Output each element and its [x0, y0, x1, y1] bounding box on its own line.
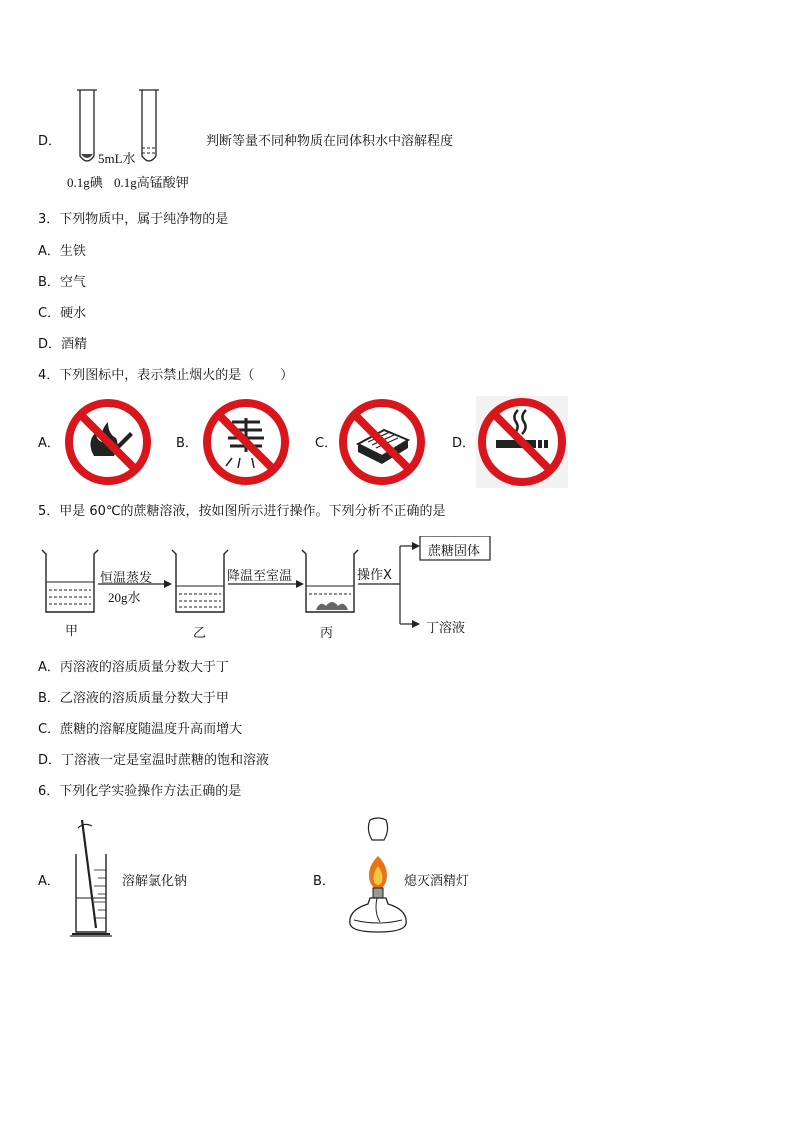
q3-option-a[interactable]: A．生铁 — [38, 244, 86, 259]
no-smoking-icon[interactable] — [476, 396, 568, 488]
no-open-flame-icon[interactable] — [64, 398, 152, 486]
q3-option-c[interactable]: C．硬水 — [38, 306, 87, 321]
product-solution-label: 丁溶液 — [426, 621, 466, 636]
q6-option-a-label: A． — [38, 874, 60, 889]
alcohol-lamp-figure — [340, 816, 414, 938]
q4-label-c: C． — [315, 436, 338, 451]
no-matches-icon[interactable] — [338, 398, 426, 486]
step2-label: 降温至室温 — [227, 569, 293, 584]
graduated-cylinder-figure — [66, 814, 120, 940]
q5-option-b[interactable]: B．乙溶液的溶质质量分数大于甲 — [38, 691, 229, 706]
step3-label: 操作X — [357, 568, 392, 583]
water-label: 5mL水 — [98, 151, 136, 166]
q5-stem: 5．甲是 60℃的蔗糖溶液，按如图所示进行操作。下列分析不正确的是 — [38, 504, 446, 519]
no-fireworks-icon[interactable] — [202, 398, 290, 486]
q5-option-c[interactable]: C．蔗糖的溶解度随温度升高而增大 — [38, 722, 243, 737]
q4-label-d: D． — [452, 436, 476, 451]
tube-label-kmno4: 0.1g高锰酸钾 — [114, 175, 189, 190]
beaker-label-bing: 丙 — [320, 626, 334, 641]
product-solid-label: 蔗糖固体 — [428, 544, 481, 559]
q5-option-d[interactable]: D．丁溶液一定是室温时蔗糖的饱和溶液 — [38, 753, 270, 768]
q3-option-b[interactable]: B．空气 — [38, 275, 86, 290]
q5-option-a[interactable]: A．丙溶液的溶质质量分数大于丁 — [38, 660, 229, 675]
q6-stem: 6．下列化学实验操作方法正确的是 — [38, 784, 242, 799]
q4-stem: 4．下列图标中，表示禁止烟火的是（ ） — [38, 368, 294, 383]
q3-stem: 3．下列物质中，属于纯净物的是 — [38, 212, 229, 227]
q6-option-b-text: 熄灭酒精灯 — [404, 874, 470, 889]
q2-option-d-text: 判断等量不同种物质在同体积水中溶解程度 — [206, 134, 454, 149]
q3-option-d[interactable]: D．酒精 — [38, 337, 88, 352]
q6-option-a-text: 溶解氯化钠 — [122, 874, 188, 889]
q6-option-b-label: B． — [313, 874, 335, 889]
q2-option-d-label: D． — [38, 134, 62, 149]
beaker-label-jia: 甲 — [65, 624, 79, 639]
tube-label-iodine: 0.1g碘 — [67, 175, 103, 190]
step1-bottom-label: 20g水 — [108, 590, 141, 605]
beaker-label-yi: 乙 — [193, 626, 207, 641]
step1-top-label: 恒温蒸发 — [100, 571, 153, 586]
q4-label-b: B． — [176, 436, 198, 451]
q4-label-a: A． — [38, 436, 60, 451]
